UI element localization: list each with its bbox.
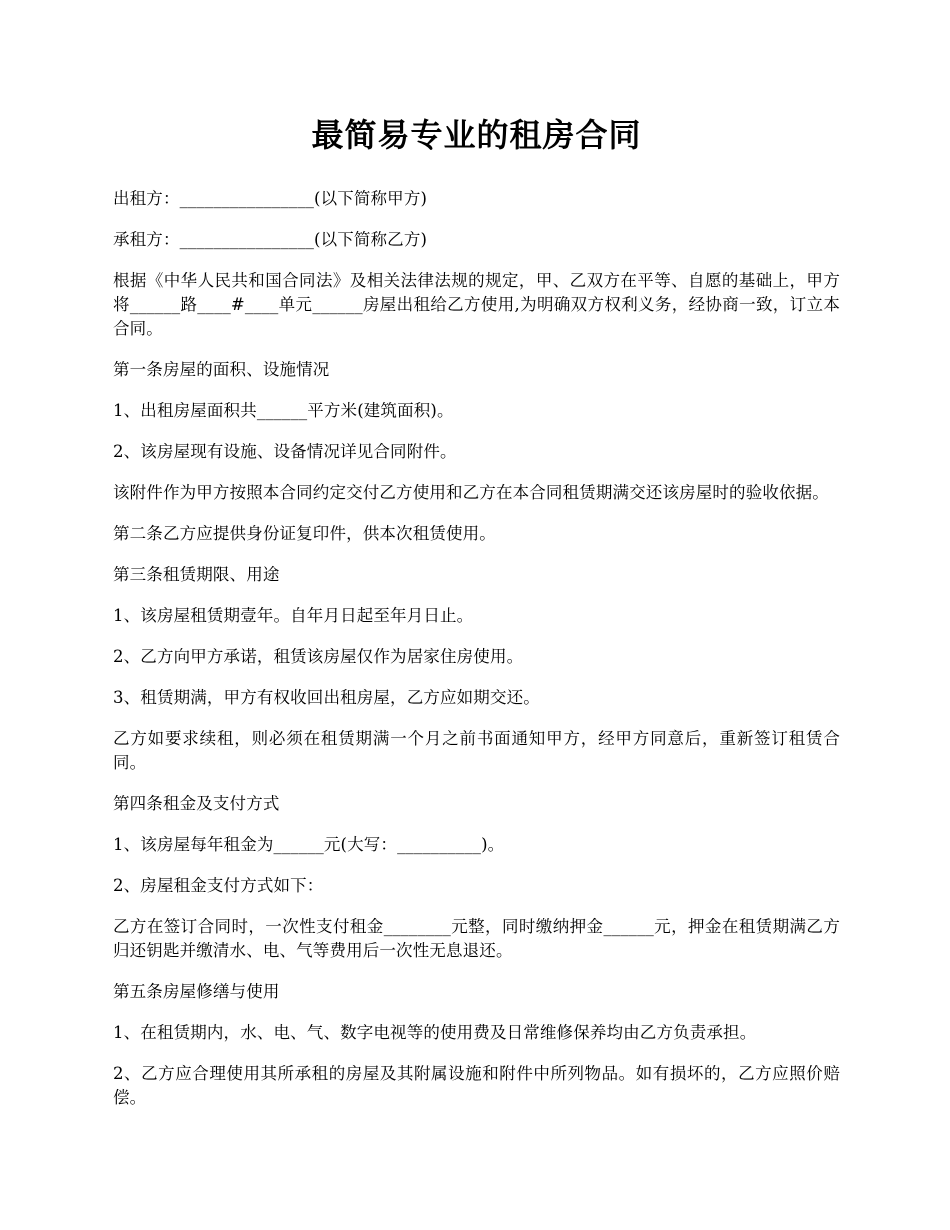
article-1-heading: 第一条房屋的面积、设施情况: [113, 360, 330, 379]
article-4-clause-1: 1、该房屋每年租金为______元(大写：__________)。: [113, 835, 505, 854]
article-3-clause-2: 2、乙方向甲方承诺，租赁该房屋仅作为居家住房使用。: [113, 647, 524, 666]
article-1-note: 该附件作为甲方按照本合同约定交付乙方使用和乙方在本合同租赁期满交还该房屋时的验收依据。: [113, 483, 829, 502]
article-5-heading: 第五条房屋修缮与使用: [113, 982, 280, 1001]
article-1-clause-1: 1、出租房屋面积共______平方米(建筑面积)。: [113, 401, 454, 420]
lessor-line: 出租方：________________(以下简称甲方): [113, 189, 428, 208]
article-2-heading: 第二条乙方应提供身份证复印件，供本次租赁使用。: [113, 524, 496, 543]
article-4-heading: 第四条租金及支付方式: [113, 794, 280, 813]
article-3-heading: 第三条租赁期限、用途: [113, 565, 280, 584]
document-title: 最简易专业的租房合同: [311, 116, 642, 154]
article-1-clause-2: 2、该房屋现有设施、设备情况详见合同附件。: [113, 442, 457, 461]
article-4-clause-2: 2、房屋租金支付方式如下：: [113, 876, 324, 895]
lessee-line: 承租方：________________(以下简称乙方): [113, 230, 428, 249]
article-3-clause-3: 3、租赁期满，甲方有权收回出租房屋，乙方应如期交还。: [113, 688, 540, 707]
article-5-clause-1: 1、在租赁期内，水、电、气、数字电视等的使用费及日常维修保养均由乙方负责承担。: [113, 1023, 757, 1042]
article-3-renewal-note: 乙方如要求续租，则必须在租赁期满一个月之前书面通知甲方，经甲方同意后，重新签订租赁合同。: [113, 729, 840, 772]
document-body: [113, 113, 840, 1127]
article-3-clause-1: 1、该房屋租赁期壹年。自年月日起至年月日止。: [113, 606, 474, 625]
article-4-payment-note: 乙方在签订合同时，一次性支付租金________元整，同时缴纳押金______元，押金在租赁期满乙方归还钥匙并缴清水、电、气等费用后一次性无息退还。: [113, 917, 840, 960]
preamble-paragraph: 根据《中华人民共和国合同法》及相关法律法规的规定，甲、乙双方在平等、自愿的基础上，甲方将______路____#____单元______房屋出租给乙方使用,为明确双方权利义务，经协商一致，订立本合同。: [113, 271, 840, 338]
article-5-clause-2: 2、乙方应合理使用其所承租的房屋及其附属设施和附件中所列物品。如有损坏的，乙方应照价赔偿。: [113, 1064, 840, 1107]
